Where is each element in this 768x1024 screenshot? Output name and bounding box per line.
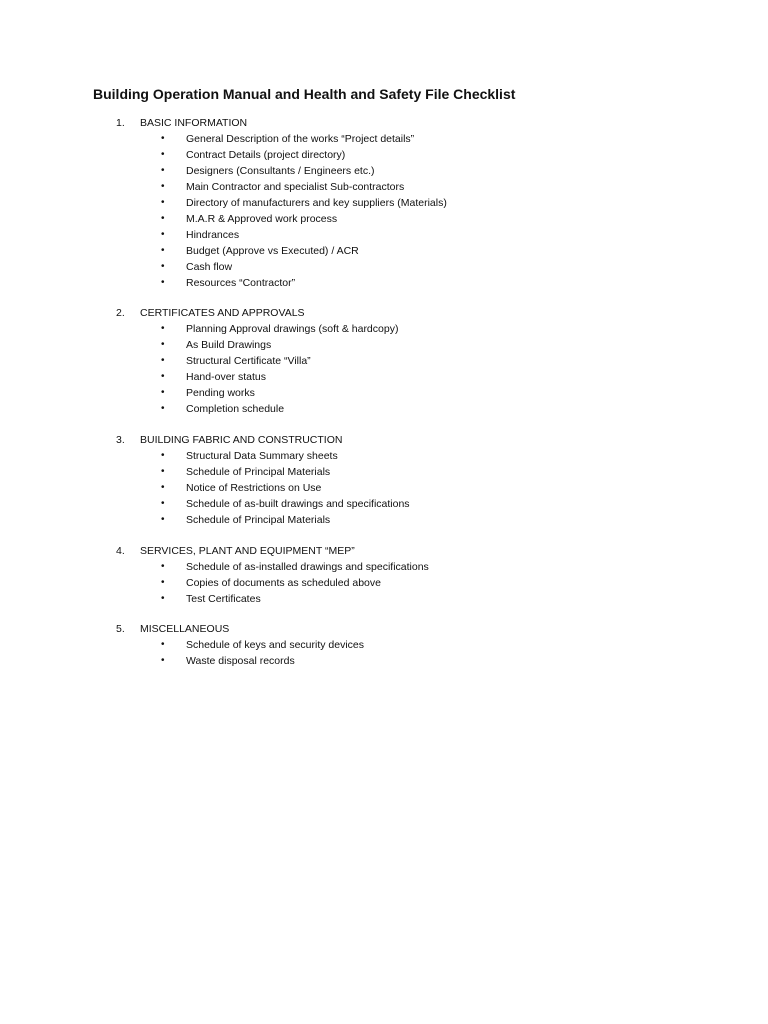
list-item-text: Main Contractor and specialist Sub-contractors <box>186 181 405 193</box>
list-item-text: Planning Approval drawings (soft & hardcopy) <box>186 323 399 335</box>
section-services-plant-and-equipment <box>0 545 768 609</box>
list-item <box>0 323 768 339</box>
list-item-text: As Build Drawings <box>186 339 272 351</box>
bullet-icon: • <box>161 229 165 240</box>
bullet-icon: • <box>161 514 165 525</box>
list-item <box>0 498 768 514</box>
section-number: 5. <box>116 623 125 635</box>
list-item <box>0 577 768 593</box>
list-item <box>0 277 768 293</box>
list-item <box>0 339 768 355</box>
section-basic-information <box>0 117 768 293</box>
section-heading <box>0 307 768 323</box>
bullet-icon: • <box>161 403 165 414</box>
list-item <box>0 371 768 387</box>
list-item-text: Schedule of as-installed drawings and specifications <box>186 561 429 573</box>
list-item-text: Schedule of as-built drawings and specifications <box>186 498 410 510</box>
list-item-text: Waste disposal records <box>186 655 295 667</box>
list-item-text: Pending works <box>186 387 255 399</box>
bullet-icon: • <box>161 181 165 192</box>
section-title: MISCELLANEOUS <box>140 623 230 635</box>
list-item-text: Completion schedule <box>186 403 285 415</box>
list-item-text: Schedule of keys and security devices <box>186 639 365 651</box>
list-item-text: Directory of manufacturers and key suppliers (Materials) <box>186 197 447 209</box>
section-heading <box>0 117 768 133</box>
document-title: Building Operation Manual and Health and Safety File Checklist <box>93 86 516 102</box>
list-item-text: M.A.R & Approved work process <box>186 213 338 225</box>
list-item <box>0 387 768 403</box>
list-item <box>0 181 768 197</box>
section-heading <box>0 545 768 561</box>
bullet-icon: • <box>161 498 165 509</box>
bullet-icon: • <box>161 197 165 208</box>
bullet-icon: • <box>161 593 165 604</box>
bullet-icon: • <box>161 133 165 144</box>
list-item-text: Designers (Consultants / Engineers etc.) <box>186 165 375 177</box>
bullet-list <box>0 133 768 293</box>
list-item <box>0 197 768 213</box>
list-item <box>0 261 768 277</box>
list-item <box>0 466 768 482</box>
section-certificates-and-approvals <box>0 307 768 419</box>
list-item-text: General Description of the works “Project details” <box>186 133 415 145</box>
section-title: CERTIFICATES AND APPROVALS <box>140 307 305 319</box>
list-item <box>0 655 768 671</box>
bullet-icon: • <box>161 387 165 398</box>
bullet-list <box>0 323 768 419</box>
bullet-icon: • <box>161 355 165 366</box>
list-item <box>0 133 768 149</box>
bullet-icon: • <box>161 213 165 224</box>
list-item-text: Cash flow <box>186 261 233 273</box>
section-number: 2. <box>116 307 125 319</box>
section-number: 1. <box>116 117 125 129</box>
section-title: SERVICES, PLANT AND EQUIPMENT “MEP” <box>140 545 355 557</box>
list-item-text: Structural Data Summary sheets <box>186 450 338 462</box>
bullet-icon: • <box>161 165 165 176</box>
section-number: 4. <box>116 545 125 557</box>
list-item-text: Copies of documents as scheduled above <box>186 577 381 589</box>
list-item <box>0 482 768 498</box>
list-item <box>0 403 768 419</box>
section-number: 3. <box>116 434 125 446</box>
list-item <box>0 245 768 261</box>
bullet-icon: • <box>161 261 165 272</box>
bullet-icon: • <box>161 577 165 588</box>
list-item-text: Structural Certificate “Villa” <box>186 355 311 367</box>
list-item <box>0 213 768 229</box>
list-item-text: Hindrances <box>186 229 240 241</box>
bullet-list <box>0 450 768 530</box>
list-item <box>0 593 768 609</box>
list-item <box>0 561 768 577</box>
bullet-icon: • <box>161 277 165 288</box>
list-item-text: Notice of Restrictions on Use <box>186 482 322 494</box>
bullet-icon: • <box>161 466 165 477</box>
section-title: BUILDING FABRIC AND CONSTRUCTION <box>140 434 343 446</box>
list-item-text: Schedule of Principal Materials <box>186 466 331 478</box>
list-item-text: Hand-over status <box>186 371 266 383</box>
list-item <box>0 355 768 371</box>
bullet-icon: • <box>161 482 165 493</box>
list-item <box>0 514 768 530</box>
list-item-text: Resources “Contractor” <box>186 277 296 289</box>
section-heading <box>0 434 768 450</box>
list-item-text: Budget (Approve vs Executed) / ACR <box>186 245 359 257</box>
list-item <box>0 149 768 165</box>
section-title: BASIC INFORMATION <box>140 117 248 129</box>
bullet-icon: • <box>161 639 165 650</box>
bullet-icon: • <box>161 339 165 350</box>
section-miscellaneous <box>0 623 768 671</box>
bullet-icon: • <box>161 561 165 572</box>
section-heading <box>0 623 768 639</box>
bullet-icon: • <box>161 450 165 461</box>
list-item <box>0 229 768 245</box>
bullet-icon: • <box>161 323 165 334</box>
list-item-text: Test Certificates <box>186 593 261 605</box>
bullet-list <box>0 561 768 609</box>
section-building-fabric-and-construction <box>0 434 768 530</box>
list-item <box>0 165 768 181</box>
list-item-text: Contract Details (project directory) <box>186 149 346 161</box>
bullet-icon: • <box>161 371 165 382</box>
bullet-list <box>0 639 768 671</box>
list-item <box>0 639 768 655</box>
list-item-text: Schedule of Principal Materials <box>186 514 331 526</box>
bullet-icon: • <box>161 655 165 666</box>
bullet-icon: • <box>161 149 165 160</box>
list-item <box>0 450 768 466</box>
bullet-icon: • <box>161 245 165 256</box>
